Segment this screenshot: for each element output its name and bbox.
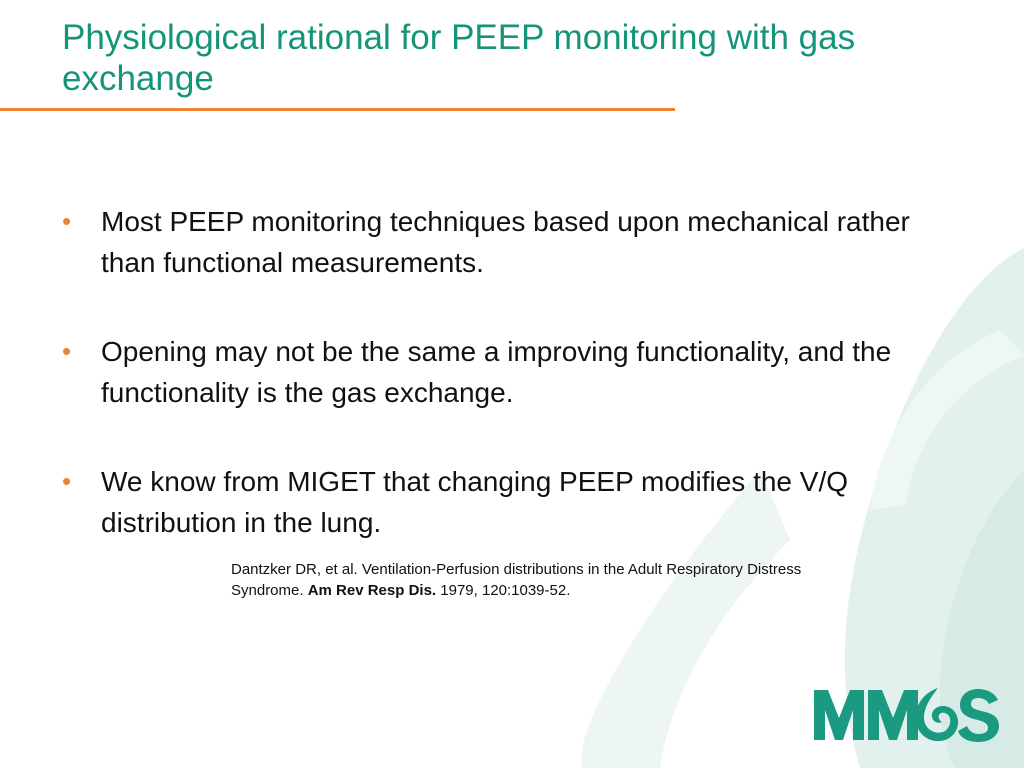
logo-letter-m1 (814, 690, 864, 740)
logo-drop-icon (916, 688, 958, 741)
title-underline (0, 108, 675, 111)
bullet-item (62, 201, 962, 283)
citation (231, 559, 831, 601)
citation-text: Dantzker DR, et al. Ventilation-Perfusion distributions in the Adult Respiratory Distress Syndrome. (231, 561, 802, 599)
bullet-item (62, 461, 962, 543)
bullet-text: Opening may not be the same a improving functionality, and the functionality is the gas exchange. (101, 336, 892, 408)
citation-details: 1979, 120:1039-52. (436, 582, 571, 599)
bullet-text: We know from MIGET that changing PEEP modifies the V/Q distribution in the lung. (101, 466, 849, 538)
bullet-text: Most PEEP monitoring techniques based upon mechanical rather than functional measurements. (101, 206, 910, 278)
mms-logo (812, 684, 1002, 744)
slide-title: Physiological rational for PEEP monitoring with gas exchange (62, 18, 856, 98)
bullet-list (62, 201, 962, 591)
logo-letter-s (958, 689, 999, 742)
bullet-dot-icon: • (62, 336, 72, 366)
citation-journal: Am Rev Resp Dis. (307, 582, 437, 599)
bullet-item (62, 331, 962, 413)
logo-letter-m2 (868, 690, 918, 740)
bullet-dot-icon: • (62, 466, 72, 496)
bullet-dot-icon: • (62, 206, 72, 236)
